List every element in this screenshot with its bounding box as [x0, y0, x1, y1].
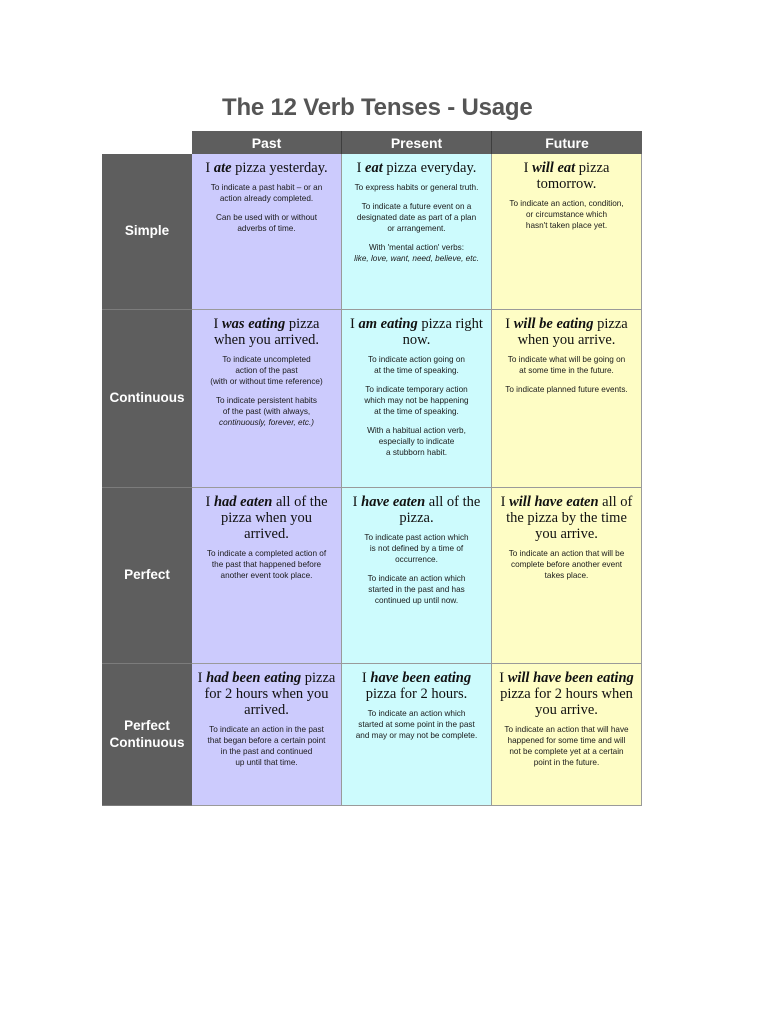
verb-form: had eaten — [213, 494, 273, 510]
cell-perfect-continuous-present — [342, 664, 492, 806]
usage-note: With 'mental action' verbs: — [368, 243, 465, 252]
column-header-future: Future — [492, 131, 642, 154]
sentence-text: I — [197, 670, 207, 686]
column-header-past: Past — [192, 131, 342, 154]
sentence-text: all of the pizza by the time you arrive. — [506, 494, 633, 542]
sentence-text: all of the pizza. — [399, 494, 481, 526]
example-sentence — [347, 670, 486, 702]
cell-perfect-future — [492, 488, 642, 664]
column-header-present: Present — [342, 131, 492, 154]
example-sentence — [197, 316, 336, 348]
sentence-text: I — [500, 494, 510, 510]
verb-form: ate — [213, 160, 232, 176]
example-sentence — [197, 160, 336, 176]
example-sentence — [197, 494, 336, 542]
cell-continuous-present — [342, 310, 492, 488]
usage-note: To indicate temporary action which may not be happening at the time of speaking. — [364, 385, 469, 416]
cell-perfect-continuous-past — [192, 664, 342, 806]
usage-note: To indicate an action in the past that began before a certain point in the past and continued up until that time. — [207, 725, 326, 767]
sentence-text: pizza everyday. — [382, 160, 477, 176]
usage-note: To indicate action going on at the time of speaking. — [368, 355, 465, 375]
cell-perfect-continuous-future — [492, 664, 642, 806]
example-sentence — [497, 494, 636, 542]
verb-form: eat — [365, 160, 383, 176]
usage-note: To indicate a future event on a designated date as part of a plan or arrangement. — [356, 202, 477, 233]
example-sentence — [347, 316, 486, 348]
usage-note: like, love, want, need, believe, etc. — [354, 254, 479, 263]
sentence-text: I — [352, 494, 362, 510]
usage-note: Can be used with or without adverbs of time. — [215, 213, 318, 233]
usage-note: To indicate persistent habits of the past (with always, — [215, 396, 318, 416]
example-sentence — [497, 316, 636, 348]
sentence-text: I — [499, 670, 508, 686]
usage-note: To indicate a past habit – or an action already completed. — [210, 183, 323, 203]
usage-note: To express habits or general truth. — [354, 183, 479, 192]
verb-form: will have eaten — [509, 494, 599, 510]
usage-note: To indicate planned future events. — [505, 385, 628, 394]
usage-note: To indicate an action which started in the past and has continued up until now. — [367, 574, 466, 605]
usage-note: To indicate uncompleted action of the past (with or without time reference) — [210, 355, 323, 386]
usage-note: To indicate what will be going on at some time in the future. — [507, 355, 626, 375]
sentence-text: I — [205, 160, 214, 176]
sentence-text: pizza when you arrived. — [213, 316, 320, 348]
sentence-text: pizza for 2 hours when you arrive. — [500, 686, 633, 718]
usage-note: To indicate an action which started at some point in the past and may or may not be complete. — [355, 709, 478, 740]
verb-form: have been eating — [370, 670, 472, 686]
usage-note: To indicate an action that will be complete before another event takes place. — [508, 549, 625, 580]
usage-note: continuously, forever, etc.) — [219, 418, 314, 427]
verb-form: will be eating — [513, 316, 594, 332]
row-header-simple: Simple — [102, 154, 192, 310]
usage-note: To indicate an action that will have happened for some time and will not be complete yet at a certain point in the future. — [504, 725, 629, 767]
example-sentence — [497, 670, 636, 718]
cell-simple-present — [342, 154, 492, 310]
verb-form: will have been eating — [507, 670, 634, 686]
usage-note: With a habitual action verb, especially to indicate a stubborn habit. — [367, 426, 466, 457]
cell-simple-future — [492, 154, 642, 310]
row-header-continuous: Continuous — [102, 310, 192, 488]
sentence-text: pizza right now. — [402, 316, 483, 348]
sentence-text: pizza for 2 hours. — [365, 686, 468, 702]
usage-note: To indicate a completed action of the past that happened before another event took place. — [206, 549, 327, 580]
sentence-text: I — [361, 670, 371, 686]
usage-note: To indicate past action which is not defined by a time of occurrence. — [364, 533, 469, 564]
verb-form: had been eating — [206, 670, 302, 686]
sentence-text: I — [523, 160, 533, 176]
row-header-perfect: Perfect — [102, 488, 192, 664]
sentence-text: I — [505, 316, 514, 332]
sentence-text: pizza tomorrow. — [536, 160, 610, 192]
sentence-text: I — [356, 160, 366, 176]
example-sentence — [347, 160, 486, 176]
cell-continuous-future — [492, 310, 642, 488]
cell-simple-past — [192, 154, 342, 310]
verb-form: will eat — [532, 160, 576, 176]
row-header-perfect-continuous: Perfect Continuous — [102, 664, 192, 806]
cell-continuous-past — [192, 310, 342, 488]
example-sentence — [347, 494, 486, 526]
sentence-text: all of the pizza when you arrived. — [221, 494, 328, 542]
verb-form: was eating — [222, 316, 286, 332]
example-sentence — [497, 160, 636, 192]
page-title: The 12 Verb Tenses - Usage — [222, 94, 533, 121]
cell-perfect-present — [342, 488, 492, 664]
sentence-text: I — [205, 494, 214, 510]
sentence-text: I — [213, 316, 222, 332]
sentence-text: pizza when you arrive. — [517, 316, 628, 348]
verb-form: have eaten — [361, 494, 426, 510]
sentence-text: pizza for 2 hours when you arrived. — [204, 670, 336, 718]
sentence-text: I — [350, 316, 359, 332]
cell-perfect-past — [192, 488, 342, 664]
verb-form: am eating — [358, 316, 418, 332]
sentence-text: pizza yesterday. — [231, 160, 328, 176]
usage-note: To indicate an action, condition, or circumstance which hasn't taken place yet. — [509, 199, 624, 230]
example-sentence — [197, 670, 336, 718]
